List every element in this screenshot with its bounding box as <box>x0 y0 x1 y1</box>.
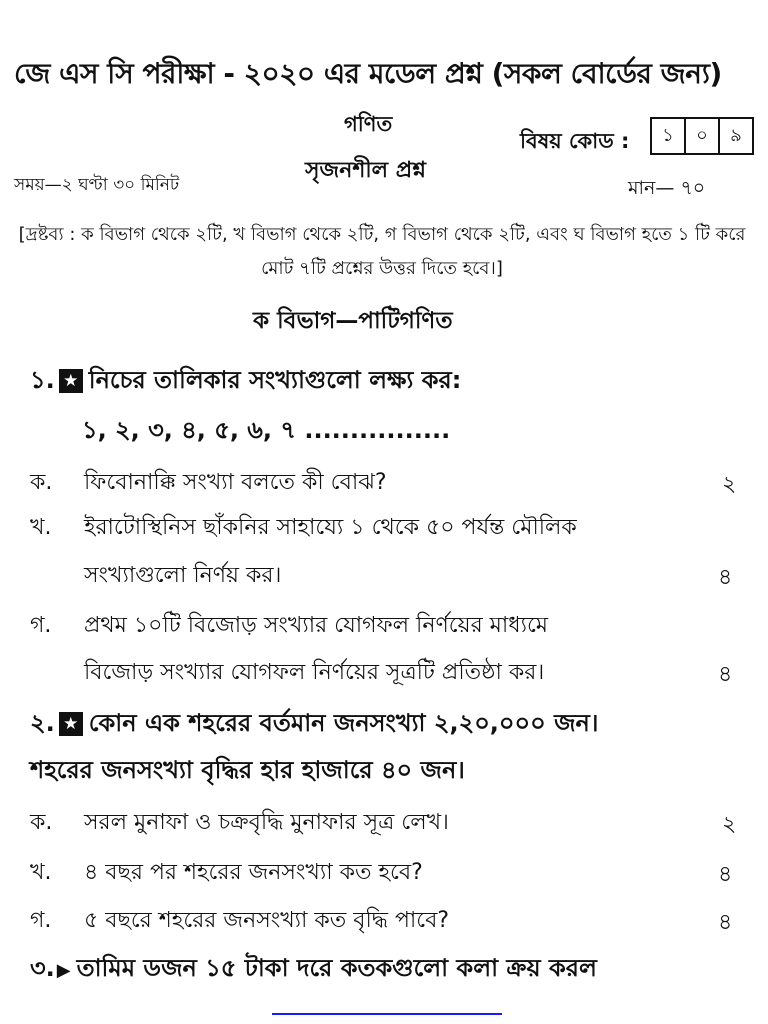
item-text: প্রথম ১০টি বিজোড় সংখ্যার যোগফল নির্ণয়ের মাধ্যমে <box>84 613 549 638</box>
q1-item-ga <box>30 608 548 645</box>
q2-item-ka <box>30 805 449 842</box>
item-text: ইরাটোস্থিনিস ছাঁকনির সাহায্যে ১ থেকে ৫০ পর্যন্ত মৌলিক <box>84 515 577 540</box>
question-number: ১. <box>30 366 55 394</box>
item-label: ক. <box>30 810 53 835</box>
subject-code-box <box>650 117 754 155</box>
question-text: কোন এক শহরের বর্তমান জনসংখ্যা ২,২০,০০০ জন। <box>88 709 599 737</box>
item-label: খ. <box>30 515 52 540</box>
item-text: ৪ বছর পর শহরের জনসংখ্যা কত হবে? <box>84 860 423 885</box>
item-label: গ. <box>30 908 52 933</box>
question-number: ৩. <box>30 954 55 982</box>
item-marks: ৪ <box>718 910 733 935</box>
total-marks: মান— ৭০ <box>628 177 706 199</box>
question-2-stem <box>30 705 598 745</box>
paper-type: সৃজনশীল প্রশ্ন <box>305 158 426 183</box>
item-text: সরল মুনাফা ও চক্রবৃদ্ধি মুনাফার সূত্র লেখ। <box>84 810 449 835</box>
exam-title: জে এস সি পরীক্ষা - ২০২০ এর মডেল প্রশ্ন (সকল বোর্ডের জন্য) <box>14 57 722 90</box>
q1-item-kha <box>30 510 577 547</box>
arrow-icon: ▶ <box>56 960 71 981</box>
question-text: তামিম ডজন ১৫ টাকা দরে কতকগুলো কলা ক্রয় করল <box>76 954 597 982</box>
item-marks: ৪ <box>718 862 733 887</box>
item-marks: ২ <box>722 812 737 837</box>
item-marks: ২ <box>722 472 737 497</box>
subject-name: গণিত <box>344 112 393 136</box>
code-digit: ১ <box>652 119 686 153</box>
item-label: গ. <box>30 613 52 638</box>
item-label: ক. <box>30 470 53 495</box>
section-heading: ক বিভাগ—পাটিগণিত <box>253 308 453 334</box>
item-label: খ. <box>30 860 52 885</box>
q2-item-ga <box>30 903 449 940</box>
instructions-note: [দ্রষ্টব্য : ক বিভাগ থেকে ২টি, খ বিভাগ থেকে ২টি, গ বিভাগ থেকে ২টি, এবং ঘ বিভাগ হতে ১ টি করে মোট ৭টি প্রশ্নের উত্তর দিতে হবে।] <box>18 224 746 279</box>
exam-time: সময়—২ ঘণ্টা ৩০ মিনিট <box>14 175 180 195</box>
star-icon: ★ <box>59 712 83 736</box>
question-text: নিচের তালিকার সংখ্যাগুলো লক্ষ্য কর: <box>88 366 462 394</box>
q1-item-ka <box>30 465 387 502</box>
question-3-stem <box>30 950 597 990</box>
item-marks: ৪ <box>718 565 733 590</box>
item-text-continued: বিজোড় সংখ্যার যোগফল নির্ণয়ের সূত্রটি প্রতিষ্ঠা কর। <box>84 660 545 685</box>
subject-code-label: বিষয় কোড : <box>520 129 630 153</box>
item-marks: ৪ <box>718 662 733 687</box>
item-text-continued: সংখ্যাগুলো নির্ণয় কর। <box>84 563 282 588</box>
question-2-stem-continued: শহরের জনসংখ্যা বৃদ্ধির হার হাজারে ৪০ জন। <box>30 756 465 784</box>
q2-item-kha <box>30 855 423 892</box>
question-1-stem <box>30 362 461 402</box>
bottom-link-underline <box>272 1013 502 1015</box>
code-digit: ০ <box>686 119 720 153</box>
question-number: ২. <box>30 709 55 737</box>
code-digit: ৯ <box>730 124 742 146</box>
item-text: ৫ বছরে শহরের জনসংখ্যা কত বৃদ্ধি পাবে? <box>84 908 450 933</box>
item-text: ফিবোনাক্কি সংখ্যা বলতে কী বোঝ? <box>84 470 387 495</box>
star-icon: ★ <box>59 369 83 393</box>
number-sequence: ১, ২, ৩, ৪, ৫, ৬, ৭ ................ <box>82 416 451 444</box>
